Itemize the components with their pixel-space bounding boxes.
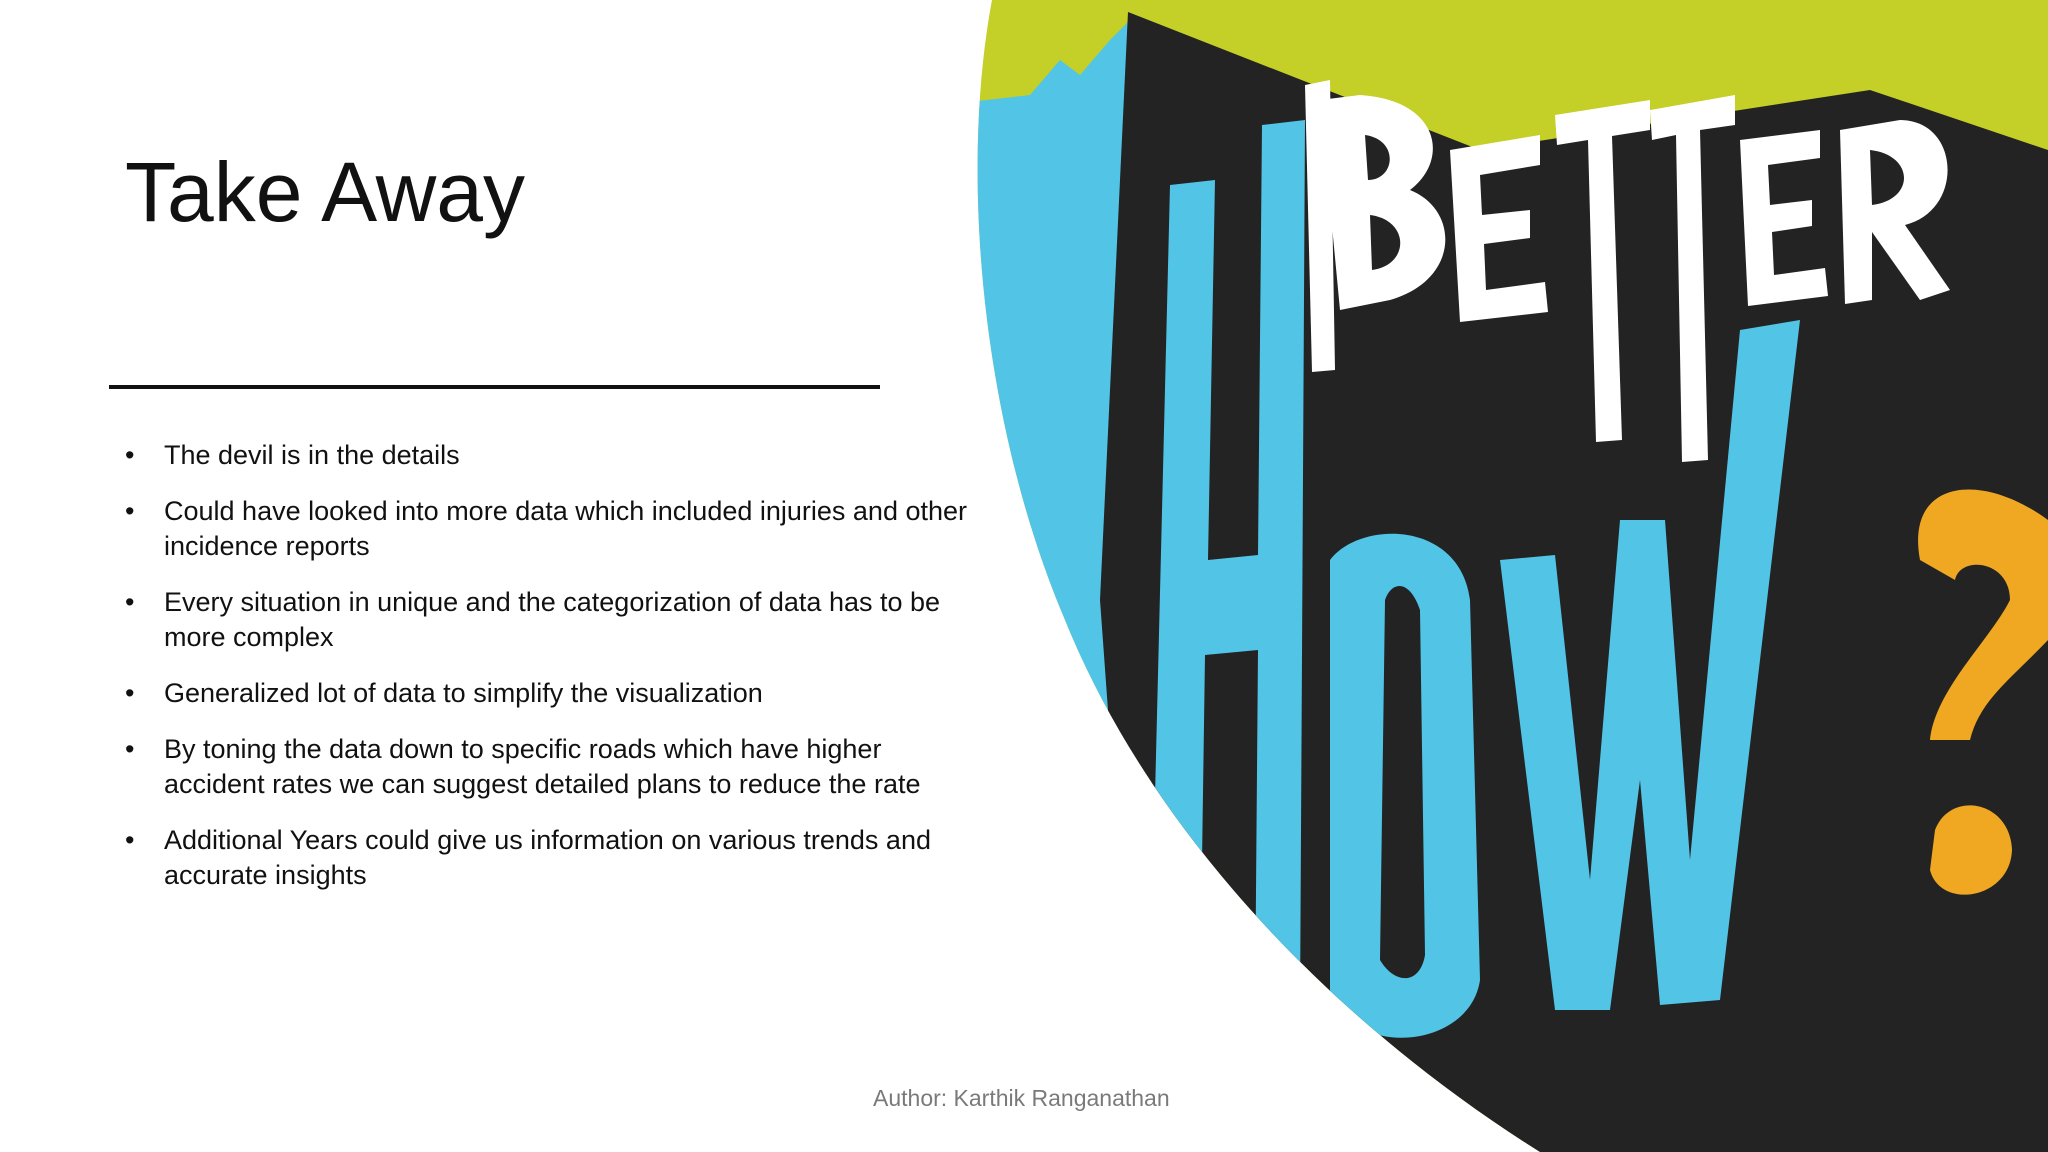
list-item-text: By toning the data down to specific roads which have higher accident rates we can suggest detailed plans to reduce the rate	[164, 734, 921, 799]
list-item	[125, 732, 985, 802]
bullet-icon: •	[125, 440, 135, 470]
list-item	[125, 494, 985, 564]
takeaway-list	[125, 438, 985, 914]
title-divider	[109, 385, 880, 389]
list-item-text: Could have looked into more data which included injuries and other incidence reports	[164, 496, 967, 561]
list-item-text: The devil is in the details	[164, 440, 460, 470]
list-item-text: Additional Years could give us information on various trends and accurate insights	[164, 825, 931, 890]
bullet-icon: •	[125, 825, 135, 855]
list-item	[125, 585, 985, 655]
author-credit: Author: Karthik Ranganathan	[873, 1085, 1170, 1111]
list-item-text: Every situation in unique and the categorization of data has to be more complex	[164, 587, 941, 652]
bullet-icon: •	[125, 496, 135, 526]
bullet-icon: •	[125, 734, 135, 764]
list-item	[125, 438, 985, 473]
bullet-icon: •	[125, 587, 135, 617]
list-item	[125, 823, 985, 893]
list-item	[125, 676, 985, 711]
bullet-icon: •	[125, 678, 135, 708]
slide-title: Take Away	[125, 145, 526, 239]
list-item-text: Generalized lot of data to simplify the visualization	[164, 678, 763, 708]
